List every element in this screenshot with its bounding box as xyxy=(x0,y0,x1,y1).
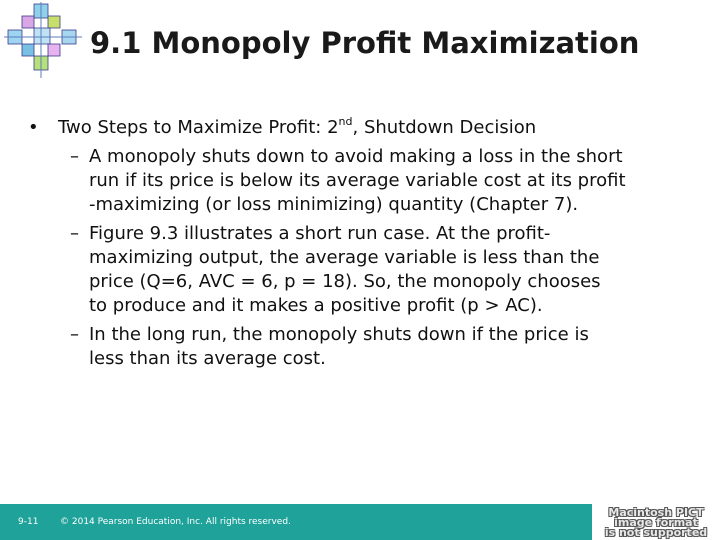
sub-bullet-dash: – xyxy=(70,223,79,244)
sub-bullet-2 xyxy=(28,222,708,318)
bullet-dot: • xyxy=(28,117,39,138)
sub-bullet-line: maximizing output, the average variable is less than the xyxy=(89,247,600,268)
main-bullet xyxy=(28,116,708,140)
sub-bullet-3 xyxy=(28,323,708,371)
bullet-text-end: , Shutdown Decision xyxy=(352,117,537,138)
bullet-superscript: nd xyxy=(338,115,353,128)
sub-bullet-dash: – xyxy=(70,324,79,345)
sub-bullet-line: price (Q=6, AVC = 6, p = 18). So, the monopoly chooses xyxy=(89,271,601,292)
page-number: 9-11 xyxy=(18,517,39,527)
sub-bullet-line: Figure 9.3 illustrates a short run case. At the profit- xyxy=(89,223,551,244)
sub-bullet-line: In the long run, the monopoly shuts down if the price is xyxy=(89,324,589,345)
stacked-cubes-logo-icon xyxy=(4,2,82,78)
sub-bullet-1 xyxy=(28,145,708,217)
sub-bullet-line: A monopoly shuts down to avoid making a loss in the short xyxy=(89,146,623,167)
sub-bullet-line: run if its price is below its average variable cost at its profit xyxy=(89,170,626,191)
placeholder-line: image format xyxy=(614,516,698,529)
placeholder-line: is not supported xyxy=(604,526,708,539)
bullet-text-start: Two Steps to Maximize Profit: 2 xyxy=(58,117,339,138)
sub-bullet-line: -maximizing (or loss minimizing) quantity (Chapter 7). xyxy=(89,194,579,215)
sub-bullet-dash: – xyxy=(70,146,79,167)
sub-bullet-line: less than its average cost. xyxy=(89,348,326,369)
copyright-notice: © 2014 Pearson Education, Inc. All rights reserved. xyxy=(60,517,291,527)
placeholder-line: Macintosh PICT xyxy=(608,506,704,519)
footer-bar xyxy=(0,504,592,540)
slide-body xyxy=(28,116,708,371)
page-title: 9.1 Monopoly Profit Maximization xyxy=(90,26,640,60)
unsupported-image-placeholder xyxy=(592,504,720,540)
sub-bullet-line: to produce and it makes a positive profit (p > AC). xyxy=(89,295,543,316)
